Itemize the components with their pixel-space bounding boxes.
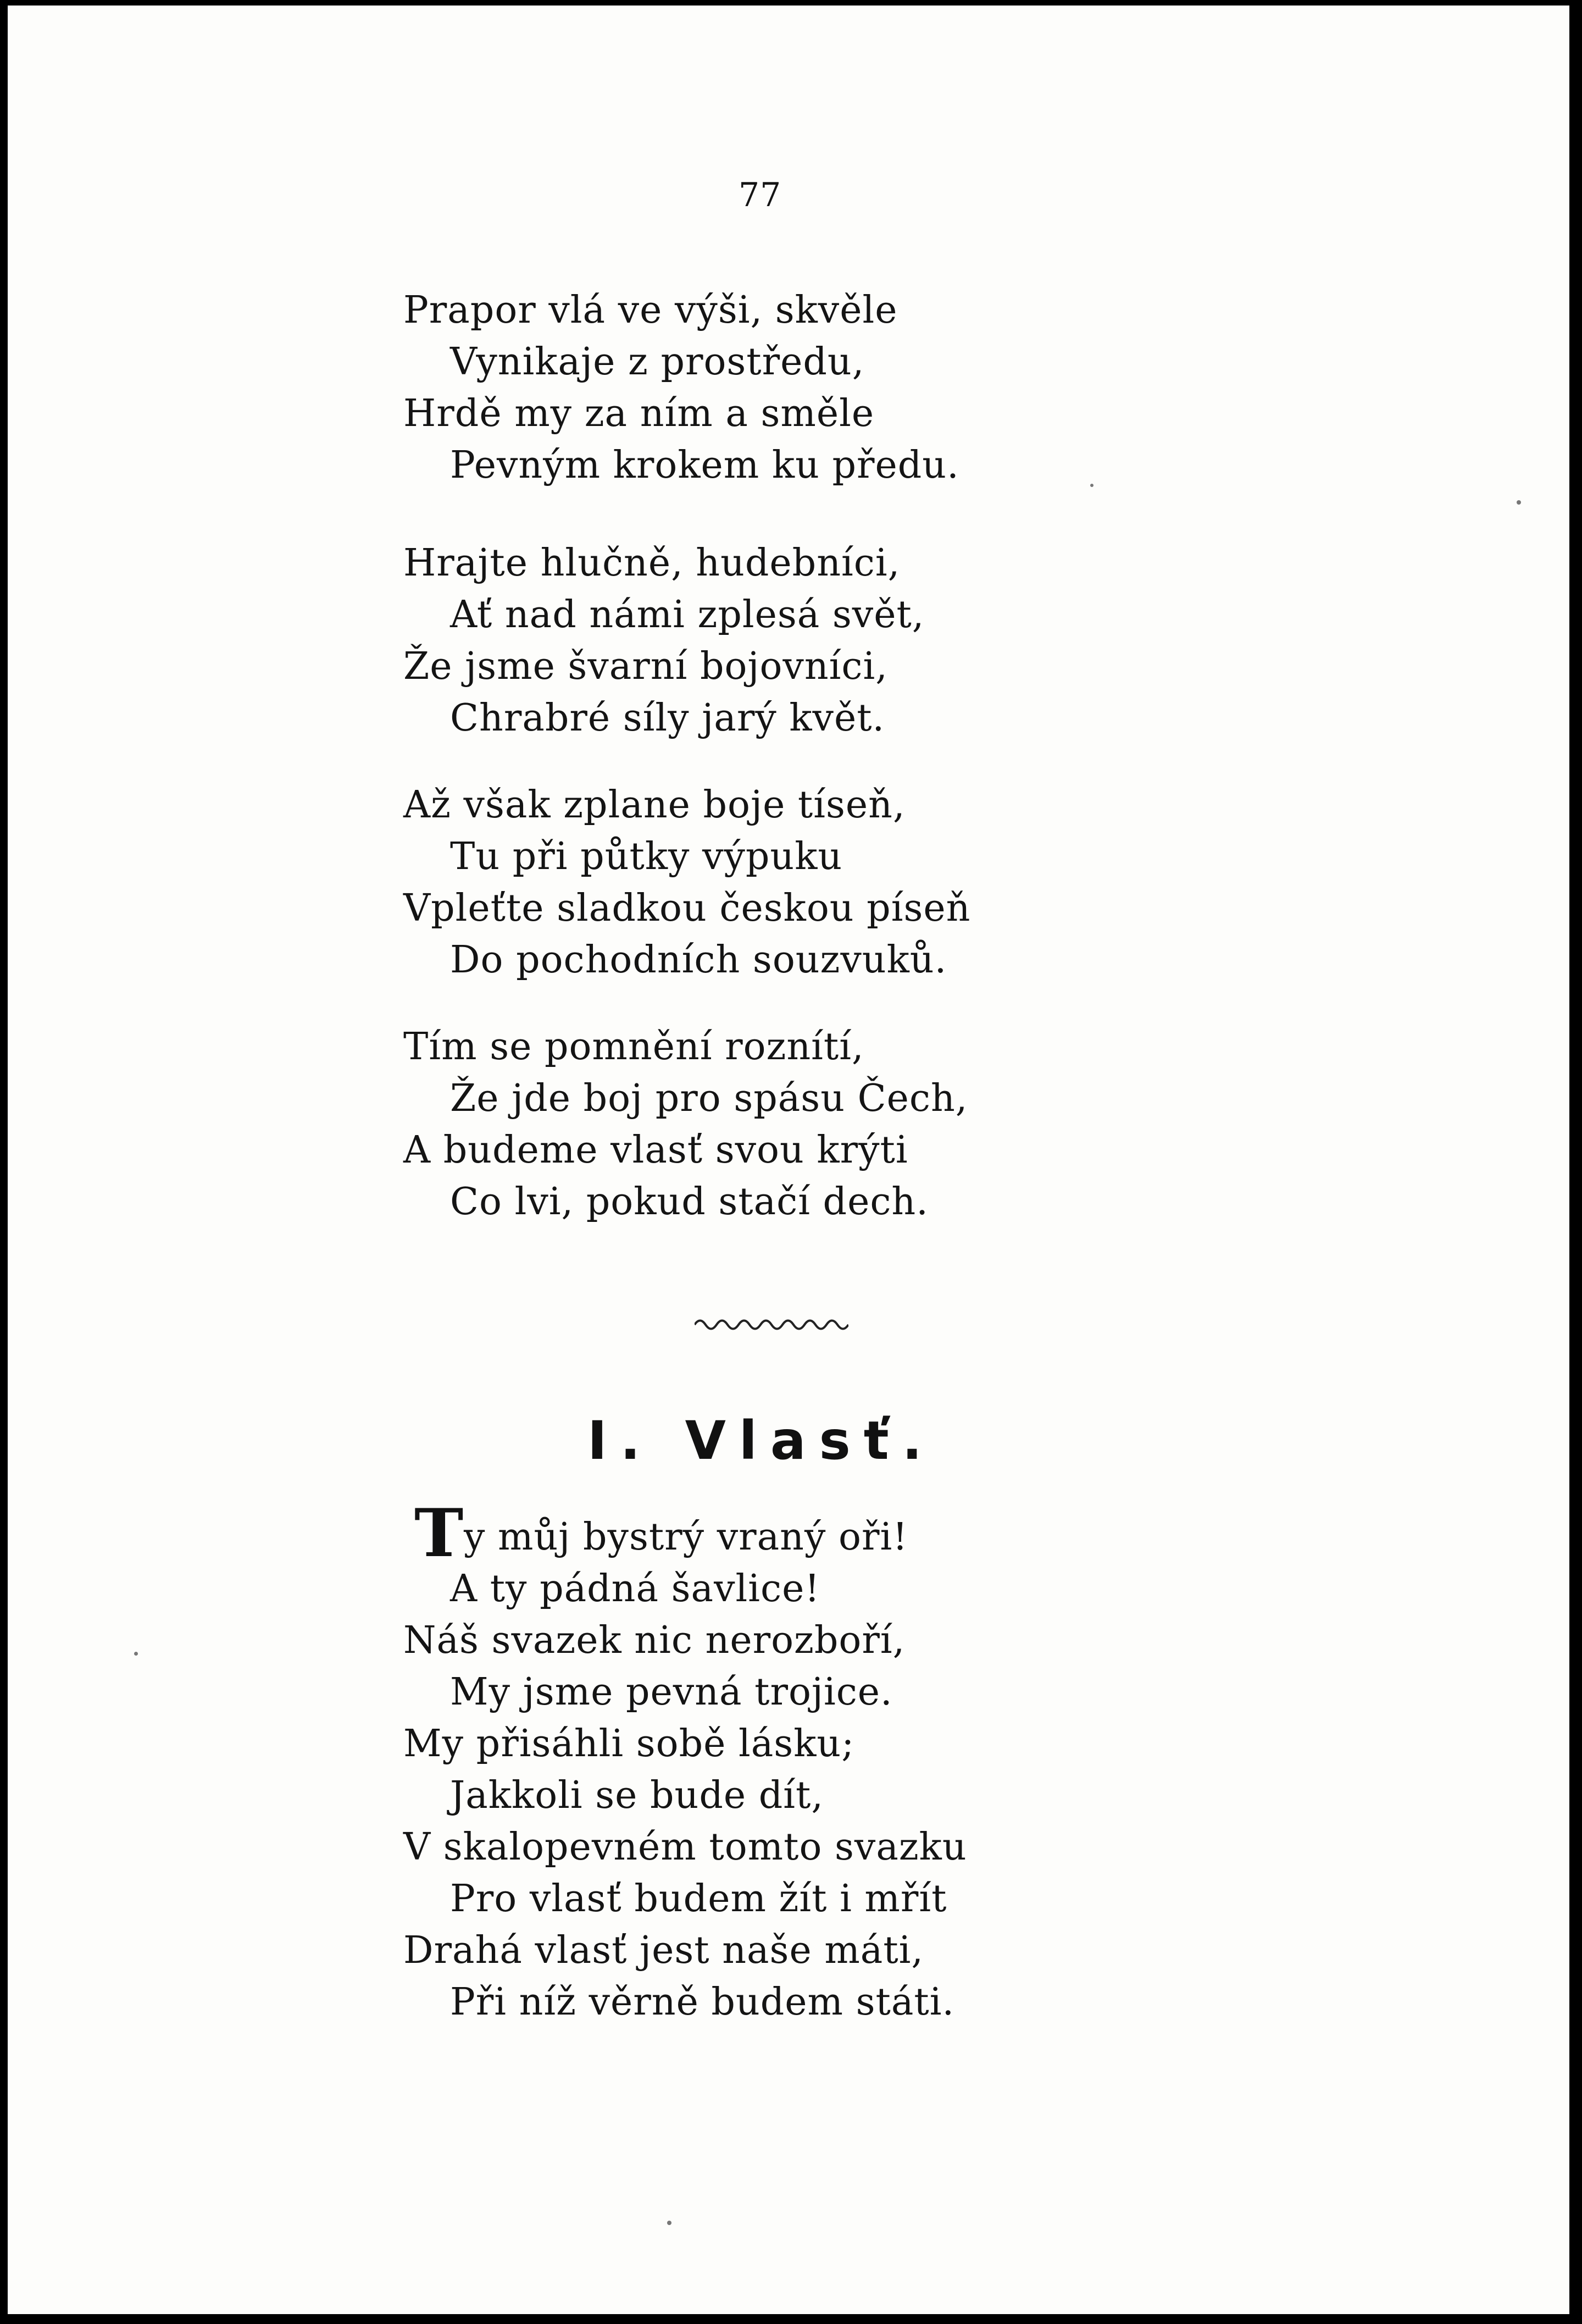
page-number: 77 — [739, 176, 782, 214]
stanza — [403, 779, 970, 986]
verse-line: Drahá vlasť jest naše máti, — [403, 1929, 924, 1972]
verse-line: Pevným krokem ku předu. — [450, 444, 959, 487]
verse-line: Náš svazek nic nerozboří, — [403, 1619, 906, 1662]
poem-body — [403, 1512, 967, 2028]
verse-line: Pro vlasť budem žít i mřít — [450, 1877, 947, 1921]
verse-line: Ať nad námi zplesá svět, — [450, 593, 925, 637]
scan-speck — [1090, 484, 1093, 487]
stanza — [403, 1021, 968, 1228]
scan-speck — [134, 1652, 138, 1656]
verse-line: Hrajte hlučně, hudebníci, — [403, 541, 901, 585]
verse-line: Chrabré síly jarý květ. — [450, 696, 885, 740]
verse-line: Vynikaje z prostředu, — [450, 340, 865, 384]
verse-line: My přisáhli sobě lásku; — [403, 1722, 855, 1766]
scan-speck — [1517, 500, 1521, 505]
verse-line: My jsme pevná trojice. — [450, 1670, 893, 1714]
verse-line: Co lvi, pokud stačí dech. — [450, 1180, 929, 1224]
stanza — [403, 285, 959, 491]
verse-line: Při níž věrně budem státi. — [450, 1980, 955, 2024]
paper-sheet — [8, 5, 1569, 2314]
drop-cap-initial: T — [414, 1495, 464, 1572]
stanza — [403, 538, 924, 744]
verse-line: Že jde boj pro spásu Čech, — [450, 1077, 968, 1120]
verse-line: Tím se pomnění roznítí, — [403, 1025, 864, 1069]
verse-line: Až však zplane boje tíseň, — [403, 783, 906, 827]
verse-line: V skalopevném tomto svazku — [403, 1825, 967, 1869]
scan-speck — [667, 2221, 671, 2225]
verse-line: Prapor vlá ve výši, skvěle — [403, 289, 898, 332]
wavy-divider-ornament — [695, 1314, 848, 1336]
verse-line: Jakkoli se bude dít, — [450, 1774, 824, 1817]
verse-line: Hrdě my za ním a směle — [403, 392, 875, 435]
verse-line: A ty pádná šavlice! — [450, 1567, 820, 1611]
verse-line: A budeme vlasť svou krýti — [403, 1128, 908, 1172]
verse-line: Tu při půtky výpuku — [450, 835, 843, 878]
verse-line: y můj bystrý vraný oři! — [464, 1515, 908, 1559]
verse-line: Že jsme švarní bojovníci, — [403, 645, 888, 688]
verse-line: Vpleťte sladkou českou píseň — [403, 887, 971, 930]
verse-line: Do pochodních souzvuků. — [450, 938, 947, 982]
poem-title: I. Vlasť. — [587, 1410, 936, 1471]
